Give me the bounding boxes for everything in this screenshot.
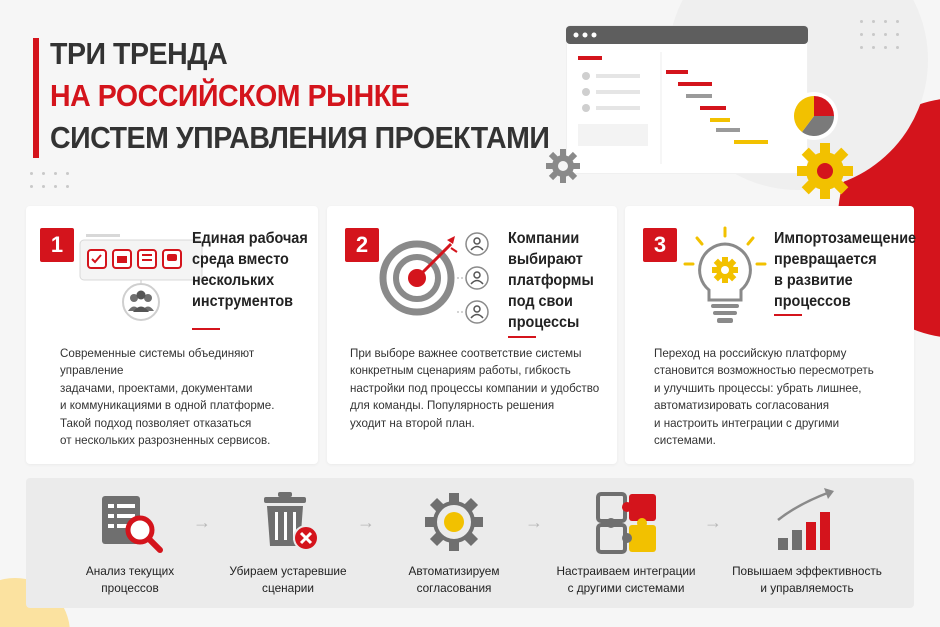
- gear-yellow-icon: [796, 142, 854, 205]
- growth-chart-icon: [774, 486, 840, 557]
- trend-text-3: Переход на российскую платформу становится возможностью пересмотреть и улучшить процессы: убрать лишнее, автоматизировать согласования и настроить интеграции с другими системами.: [654, 347, 874, 448]
- decor-dots-left: [30, 172, 78, 188]
- arrow-right-icon: →: [357, 512, 375, 532]
- arrow-right-icon: →: [525, 512, 543, 532]
- puzzle-icon: [596, 492, 658, 559]
- step-label-2: Убираем устаревшие сценарии: [229, 564, 347, 595]
- target-users-icon: [377, 226, 499, 331]
- trend-title-3: Импортозамещение превращается в развитие процессов: [774, 230, 917, 310]
- gear-gray-icon: [545, 148, 581, 189]
- decor-dots-top: [860, 20, 908, 49]
- pie-chart-icon: [788, 90, 840, 147]
- trend-card-1: [26, 206, 318, 464]
- title-accent-bar: [33, 38, 39, 158]
- trend-number-2: 2: [345, 228, 379, 262]
- step-label-4: Настраиваем интеграции с другими системами: [556, 564, 696, 595]
- step-label-3: Автоматизируем согласования: [408, 564, 500, 595]
- trend-number-3: 3: [643, 228, 677, 262]
- step-label-1: Анализ текущих процессов: [85, 564, 175, 595]
- trash-delete-icon: [258, 490, 322, 559]
- trend-text-1: Современные системы объединяют управление задачами, проектами, документами и коммуникациями в одной платформе. Такой подход позволяет отказаться от нескольких разрозненных сервисов.: [60, 347, 275, 448]
- trend-title-2: Компании выбирают платформы под свои процессы: [508, 230, 594, 331]
- dashboard-illustration: [566, 24, 808, 174]
- trend-title-1: Единая рабочая среда вместо нескольких инструментов: [192, 230, 308, 310]
- trend-text-2: При выборе важнее соответствие системы конкретным сценариям работы, гибкость настройки под процессы компании и удобство для команды. Популярность решения уходит на второй план.: [350, 347, 600, 430]
- trend-divider-1: [192, 328, 220, 330]
- workspace-team-icon: [76, 232, 206, 329]
- page-title-line-2: НА РОССИЙСКОМ РЫНКЕ: [50, 78, 410, 113]
- step-label-5: Повышаем эффективность и управляемость: [732, 564, 882, 595]
- page-title-line-3: СИСТЕМ УПРАВЛЕНИЯ ПРОЕКТАМИ: [50, 120, 550, 155]
- document-magnifier-icon: [100, 494, 166, 559]
- page-title-line-1: ТРИ ТРЕНДА: [50, 36, 228, 71]
- lightbulb-gear-icon: [677, 224, 773, 333]
- trend-divider-3: [774, 314, 802, 316]
- trend-card-2: [327, 206, 617, 464]
- trend-card-3: [625, 206, 917, 464]
- trend-divider-2: [508, 336, 536, 338]
- arrow-right-icon: →: [704, 512, 722, 532]
- arrow-right-icon: →: [193, 512, 211, 532]
- gear-icon: [424, 492, 484, 557]
- trend-number-1: 1: [40, 228, 74, 262]
